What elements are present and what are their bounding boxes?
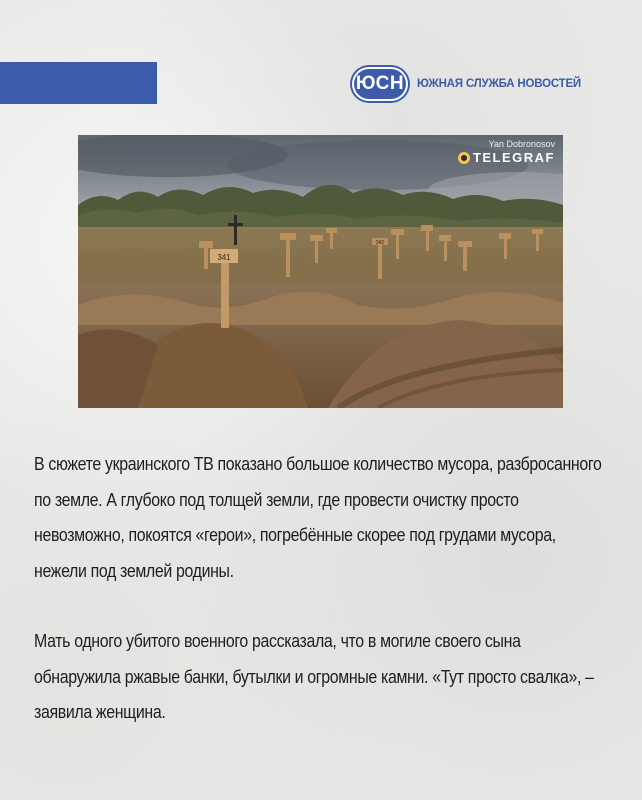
article-paragraph-1: В сюжете украинского ТВ показано большое количество мусора, разбросанного по земле. А глубоко под толщей земли, где провести очистку просто невозможно, покоятся «герои», погребённые скорее под грудами мусора, нежели под землей родины.: [34, 453, 602, 581]
watermark-author: Yan Dobronosov: [488, 139, 555, 149]
grave-marker-label-front: 341: [217, 253, 231, 262]
article-text: [34, 446, 602, 730]
cemetery-photo-illustration: [78, 135, 563, 408]
photo-watermark: [458, 140, 555, 164]
grave-marker-label-back: 342: [375, 240, 385, 246]
watermark-brand: TELEGRAF: [472, 150, 555, 165]
article-paragraph-2: Мать одного убитого военного рассказала, что в могиле своего сына обнаружила ржавые банки, бутылки и огромные камни. «Тут просто свалка», – заявила женщина.: [34, 630, 594, 722]
brand-name: ЮЖНАЯ СЛУЖБА НОВОСТЕЙ: [417, 78, 581, 90]
cemetery-photo: [78, 135, 563, 408]
brand-badge: ЮСН: [352, 67, 408, 101]
accent-bar: [0, 62, 157, 104]
telegraf-logo-icon: [458, 152, 470, 164]
brand-logo: [352, 67, 581, 101]
